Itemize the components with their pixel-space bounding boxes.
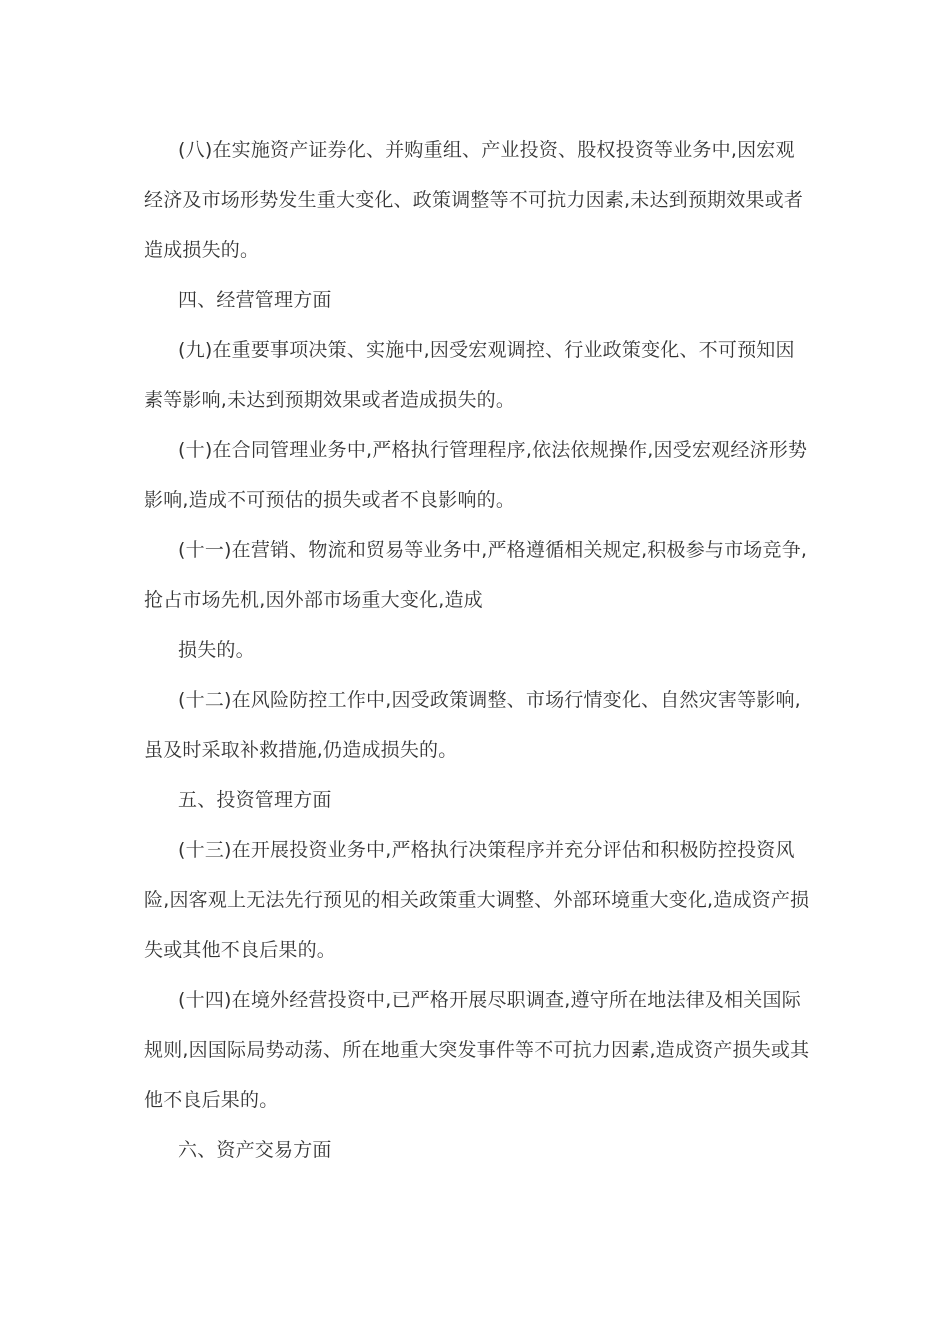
paragraph-12-line-2: 虽及时采取补救措施,仍造成损失的。 <box>144 739 458 761</box>
section-heading-5: 五、投资管理方面 <box>178 789 332 811</box>
paragraph-13-line-2: 险,因客观上无法先行预见的相关政策重大调整、外部环境重大变化,造成资产损 <box>144 889 810 911</box>
paragraph-14-line-1: (十四)在境外经营投资中,已严格开展尽职调查,遵守所在地法律及相关国际 <box>178 989 801 1011</box>
paragraph-11-line-2: 抢占市场先机,因外部市场重大变化,造成 <box>144 589 483 611</box>
paragraph-14-line-2: 规则,因国际局势动荡、所在地重大突发事件等不可抗力因素,造成资产损失或其 <box>144 1039 810 1061</box>
paragraph-11-line-1: (十一)在营销、物流和贸易等业务中,严格遵循相关规定,积极参与市场竞争, <box>178 539 808 561</box>
paragraph-10-line-1: (十)在合同管理业务中,严格执行管理程序,依法依规操作,因受宏观经济形势 <box>178 439 808 461</box>
paragraph-12-line-1: (十二)在风险防控工作中,因受政策调整、市场行情变化、自然灾害等影响, <box>178 689 801 711</box>
paragraph-8-line-3: 造成损失的。 <box>144 239 260 261</box>
paragraph-13-line-3: 失或其他不良后果的。 <box>144 939 337 961</box>
paragraph-8-line-2: 经济及市场形势发生重大变化、政策调整等不可抗力因素,未达到预期效果或者 <box>144 189 804 211</box>
paragraph-13-line-1: (十三)在开展投资业务中,严格执行决策程序并充分评估和积极防控投资风 <box>178 839 795 861</box>
section-heading-6: 六、资产交易方面 <box>178 1139 332 1161</box>
paragraph-10-line-2: 影响,造成不可预估的损失或者不良影响的。 <box>144 489 516 511</box>
section-heading-4: 四、经营管理方面 <box>178 289 332 311</box>
paragraph-14-line-3: 他不良后果的。 <box>144 1089 279 1111</box>
paragraph-11-line-3: 损失的。 <box>178 639 255 661</box>
paragraph-8-line-1: (八)在实施资产证券化、并购重组、产业投资、股权投资等业务中,因宏观 <box>178 139 795 161</box>
paragraph-9-line-1: (九)在重要事项决策、实施中,因受宏观调控、行业政策变化、不可预知因 <box>178 339 795 361</box>
paragraph-9-line-2: 素等影响,未达到预期效果或者造成损失的。 <box>144 389 516 411</box>
